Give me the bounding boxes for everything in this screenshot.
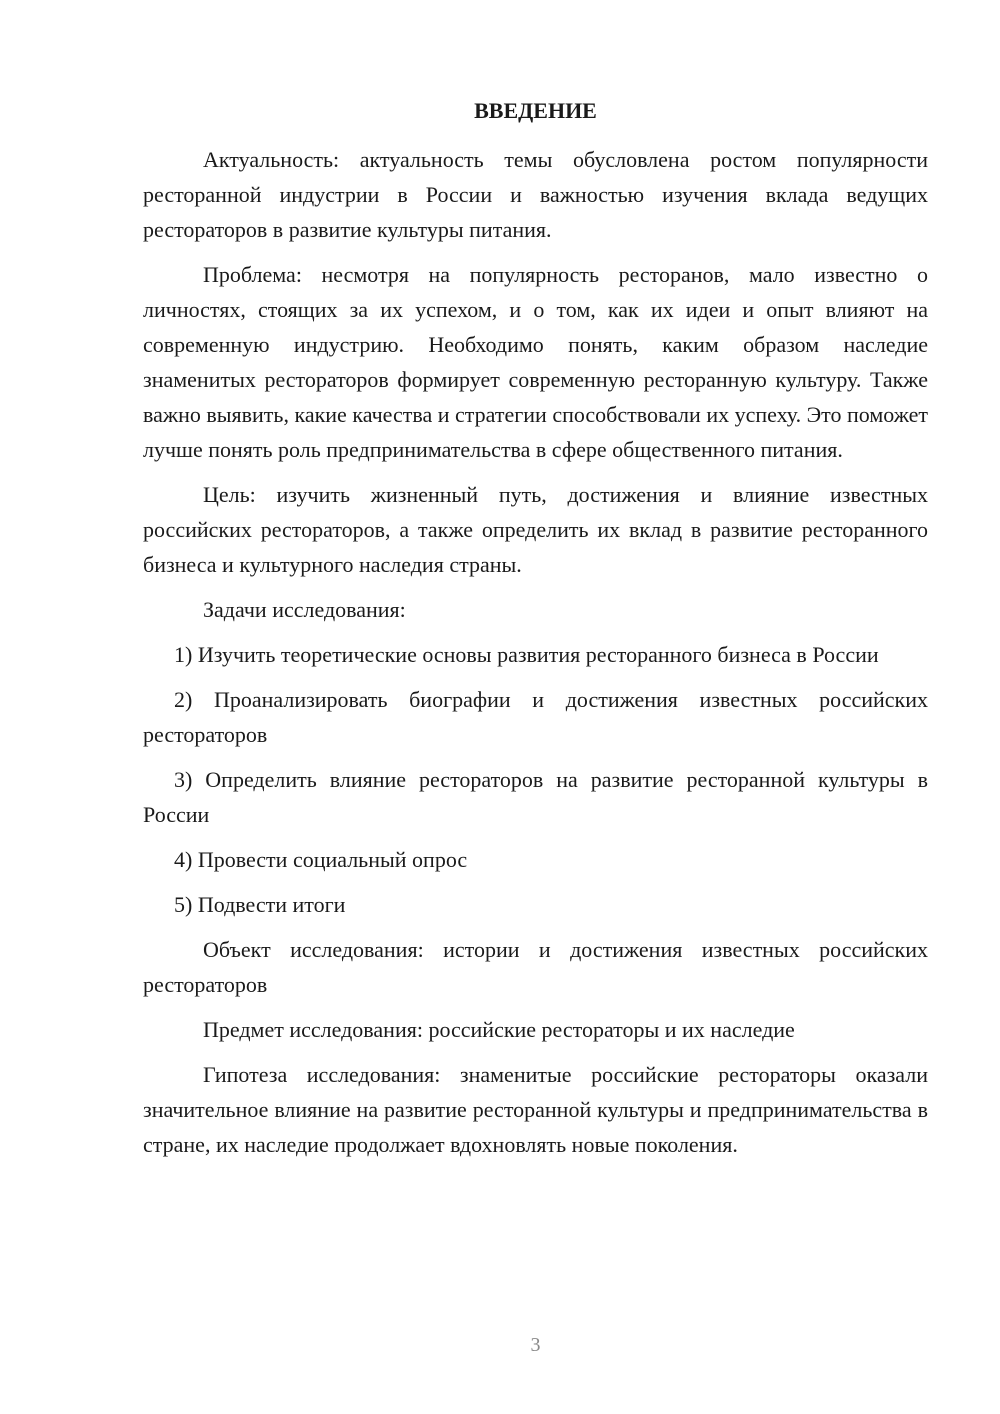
subject-paragraph: Предмет исследования: российские рестораторы и их наследие	[203, 1017, 795, 1042]
problem-paragraph: Проблема: несмотря на популярность ресторанов, мало известно о личностях, стоящих за их успехом, и о том, как их идеи и опыт влияют на современную индустрию. Необходимо понять, каким образом наследие знаменитых рестораторов формирует современную ресторанную культуру. Также важно выявить, какие качества и стратегии способствовали их успеху. Это поможет лучше понять роль предпринимательства в сфере общественного питания.	[143, 262, 928, 462]
object-paragraph: Объект исследования: истории и достижения известных российских рестораторов	[143, 937, 928, 997]
hypothesis-paragraph: Гипотеза исследования: знаменитые российские рестораторы оказали значительное влияние на развитие ресторанной культуры и предпринимательства в стране, их наследие продолжает вдохновлять новые поколения.	[143, 1062, 928, 1157]
task-item-3: 3) Определить влияние рестораторов на развитие ресторанной культуры в России	[143, 767, 928, 827]
section-heading: ВВЕДЕНИЕ	[474, 98, 597, 123]
task-item-4: 4) Провести социальный опрос	[174, 847, 468, 872]
task-item-2: 2) Проанализировать биографии и достижения известных российских рестораторов	[143, 687, 928, 747]
tasks-heading: Задачи исследования:	[203, 597, 406, 622]
goal-paragraph: Цель: изучить жизненный путь, достижения и влияние известных российских рестораторов, а также определить их вклад в развитие ресторанного бизнеса и культурного наследия страны.	[143, 482, 928, 577]
task-item-5: 5) Подвести итоги	[174, 892, 346, 917]
page-number: 3	[530, 1334, 541, 1356]
task-item-1: 1) Изучить теоретические основы развития ресторанного бизнеса в России	[174, 642, 879, 667]
relevance-paragraph: Актуальность: актуальность темы обусловлена ростом популярности ресторанной индустрии в России и важностью изучения вклада ведущих рестораторов в развитие культуры питания.	[143, 147, 928, 242]
document-page	[143, 0, 928, 1414]
document-body	[143, 142, 928, 1162]
